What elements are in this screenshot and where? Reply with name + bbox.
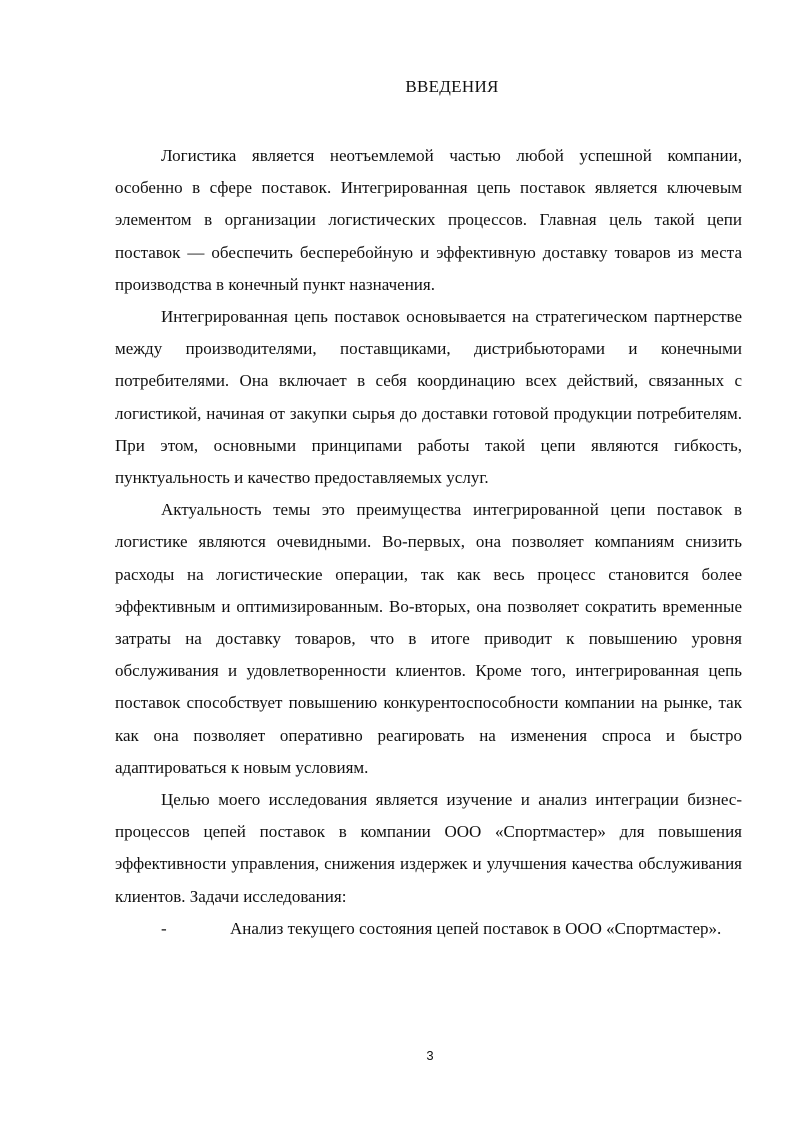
section-title: ВВЕДЕНИЯ	[405, 77, 499, 96]
paragraph-research-goal: Целью моего исследования является изучение и анализ интеграции бизнес-процессов цепей поставок в компании ООО «Спортмастер» для повышения эффективности управления, снижения издержек и улучшения качества обслуживания клиентов. Задачи исследования:	[115, 790, 742, 906]
list-marker: -	[161, 918, 167, 938]
page-number: 3	[426, 1048, 434, 1063]
list-item	[115, 913, 742, 945]
paragraph-intro: Логистика является неотъемлемой частью любой успешной компании, особенно в сфере поставок. Интегрированная цепь поставок является ключевым элементом в организации логистических процессов. Главная цель такой цепи поставок — обеспечить бесперебойную и эффективную доставку товаров из места производства в конечный пункт назначения.	[115, 146, 742, 294]
list-item-text: Анализ текущего состояния цепей поставок в ООО «Спортмастер».	[230, 918, 722, 938]
paragraph-relevance: Актуальность темы это преимущества интегрированной цепи поставок в логистике являются очевидными. Во-первых, она позволяет компаниям снизить расходы на логистические операции, так как весь процесс становится более эффективным и оптимизированным. Во-вторых, она позволяет сократить временные затраты на доставку товаров, что в итоге приводит к повышению уровня обслуживания и удовлетворенности клиентов. Кроме того, интегрированная цепь поставок способствует повышению конкурентоспособности компании на рынке, так как она позволяет оперативно реагировать на изменения спроса и быстро адаптироваться к новым условиям.	[115, 500, 742, 777]
document-body	[115, 140, 742, 945]
paragraph-integrated-chain: Интегрированная цепь поставок основывается на стратегическом партнерстве между производителями, поставщиками, дистрибьюторами и конечными потребителями. Она включает в себя координацию всех действий, связанных с логистикой, начиная от закупки сырья до доставки готовой продукции потребителям. При этом, основными принципами работы такой цепи являются гибкость, пунктуальность и качество предоставляемых услуг.	[115, 307, 742, 488]
